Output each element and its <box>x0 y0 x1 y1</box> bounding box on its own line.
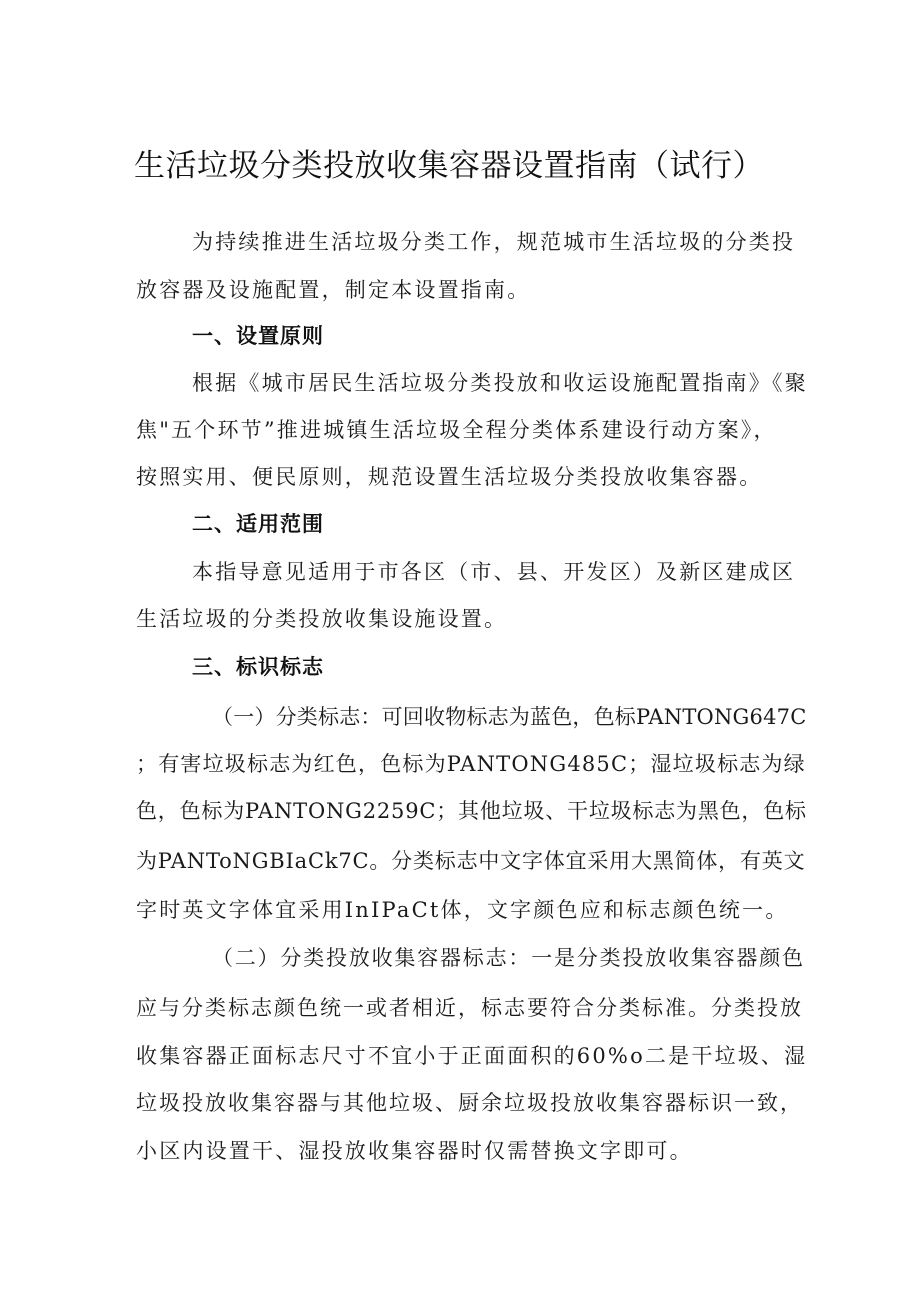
document-title: 生活垃圾分类投放收集容器设置指南（试行） <box>134 148 764 184</box>
signs-para2-line-4: 垃圾投放收集容器与其他垃圾、厨余垃圾投放收集容器标识一致， <box>136 1091 803 1115</box>
signs-para1-line-1: （一）分类标志：可回收物标志为蓝色，色标PANTONG647C <box>212 705 807 729</box>
intro-line-2: 放容器及设施配置，制定本设置指南。 <box>136 278 531 302</box>
section-heading-signs: 三、标识标志 <box>192 655 324 679</box>
signs-para2-line-2: 应与分类标志颜色统一或者相近，标志要符合分类标准。分类投放 <box>136 996 803 1020</box>
signs-para1-line-4: 为PANToNGBIaCk7C。分类标志中文字体宜采用大黑简体，有英文 <box>136 849 806 873</box>
signs-para1-line-3: 色，色标为PANTONG2259C；其他垃圾、干垃圾标志为黑色，色标 <box>136 799 807 823</box>
intro-line-1: 为持续推进生活垃圾分类工作，规范城市生活垃圾的分类投 <box>192 230 796 254</box>
section-heading-scope: 二、适用范围 <box>192 512 324 536</box>
scope-line-2: 生活垃圾的分类投放收集设施设置。 <box>136 607 508 631</box>
scope-line-1: 本指导意见适用于市各区（市、县、开发区）及新区建成区 <box>192 560 796 584</box>
signs-para1-line-5: 字时英文字体宜采用InIPaCt体，文字颜色应和标志颜色统一。 <box>136 898 789 922</box>
signs-para1-line-2: ；有害垃圾标志为红色，色标为PANTONG485C；湿垃圾标志为绿 <box>136 752 806 776</box>
signs-para2-line-1: （二）分类投放收集容器标志：一是分类投放收集容器颜色 <box>212 946 805 970</box>
signs-para2-line-3: 收集容器正面标志尺寸不宜小于正面面积的60%o二是干垃圾、湿 <box>136 1044 808 1068</box>
principles-line-2: 焦"五个环节”推进城镇生活垃圾全程分类体系建设行动方案》， <box>136 418 777 442</box>
signs-para2-line-5: 小区内设置干、湿投放收集容器时仅需替换文字即可。 <box>136 1139 693 1163</box>
principles-line-1: 根据《城市居民生活垃圾分类投放和收运设施配置指南》《聚 <box>192 371 808 395</box>
section-heading-principles: 一、设置原则 <box>192 324 324 348</box>
principles-line-3: 按照实用、便民原则，规范设置生活垃圾分类投放收集容器。 <box>136 465 763 489</box>
